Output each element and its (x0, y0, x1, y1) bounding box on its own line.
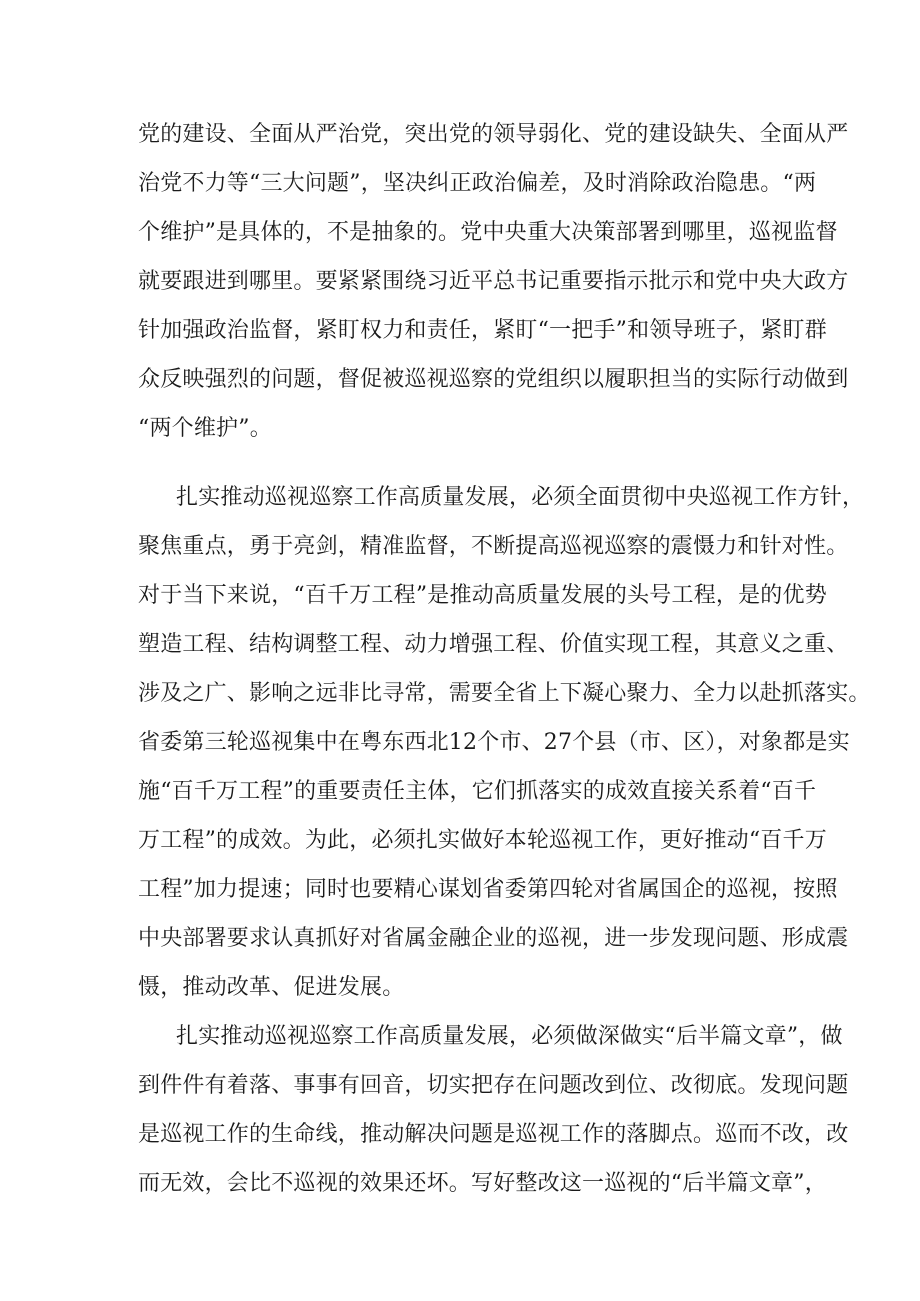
text-line: 就要跟进到哪里。要紧紧围绕习近平总书记重要指示批示和党中央大政方 (138, 269, 849, 294)
text-line: 对于当下来说，“百千万工程”是推动高质量发展的头号工程，是的优势 (138, 583, 827, 608)
text-line: 众反映强烈的问题，督促被巡视巡察的党组织以履职担当的实际行动做到 (138, 367, 849, 392)
text-line: 慑，推动改革、促进发展。 (138, 975, 405, 1000)
text-line: 扎实推动巡视巡察工作高质量发展，必须全面贯彻中央巡视工作方针， (176, 485, 865, 510)
text-line: 省委第三轮巡视集中在粤东西北12个市、27个县（市、区），对象都是实 (138, 730, 850, 755)
text-line: 是巡视工作的生命线，推动解决问题是巡视工作的落脚点。巡而不改，改 (138, 1122, 849, 1147)
text-line: 到件件有着落、事事有回音，切实把存在问题改到位、改彻底。发现问题 (138, 1073, 849, 1098)
text-line: 中央部署要求认真抓好对省属金融企业的巡视，进一步发现问题、形成震 (138, 926, 849, 951)
text-line: 施“百千万工程”的重要责任主体，它们抓落实的成效直接关系着“百千 (138, 779, 817, 804)
text-line: 万工程”的成效。为此，必须扎实做好本轮巡视工作，更好推动“百千万 (138, 828, 827, 853)
text-line: 塑造工程、结构调整工程、动力增强工程、价值实现工程，其意义之重、 (138, 632, 849, 657)
text-line: 个维护”是具体的，不是抽象的。党中央重大决策部署到哪里，巡视监督 (138, 220, 838, 245)
text-line: 工程”加力提速；同时也要精心谋划省委第四轮对省属国企的巡视，按照 (138, 877, 838, 902)
text-line: 聚焦重点，勇于亮剑，精准监督，不断提高巡视巡察的震慑力和针对性。 (138, 534, 849, 559)
text-line: 扎实推动巡视巡察工作高质量发展，必须做深做实“后半篇文章”，做 (176, 1024, 843, 1049)
text-line: 党的建设、全面从严治党，突出党的领导弱化、党的建设缺失、全面从严 (138, 122, 849, 147)
text-line: 而无效，会比不巡视的效果还坏。写好整改这一巡视的“后半篇文章”， (138, 1171, 827, 1196)
text-line: “两个维护”。 (138, 416, 272, 441)
text-line: 涉及之广、影响之远非比寻常，需要全省上下凝心聚力、全力以赴抓落实。 (138, 681, 871, 706)
text-line: 针加强政治监督，紧盯权力和责任，紧盯“一把手”和领导班子，紧盯群 (138, 318, 827, 343)
text-line: 治党不力等“三大问题”，坚决纠正政治偏差，及时消除政治隐患。“两 (138, 171, 817, 196)
